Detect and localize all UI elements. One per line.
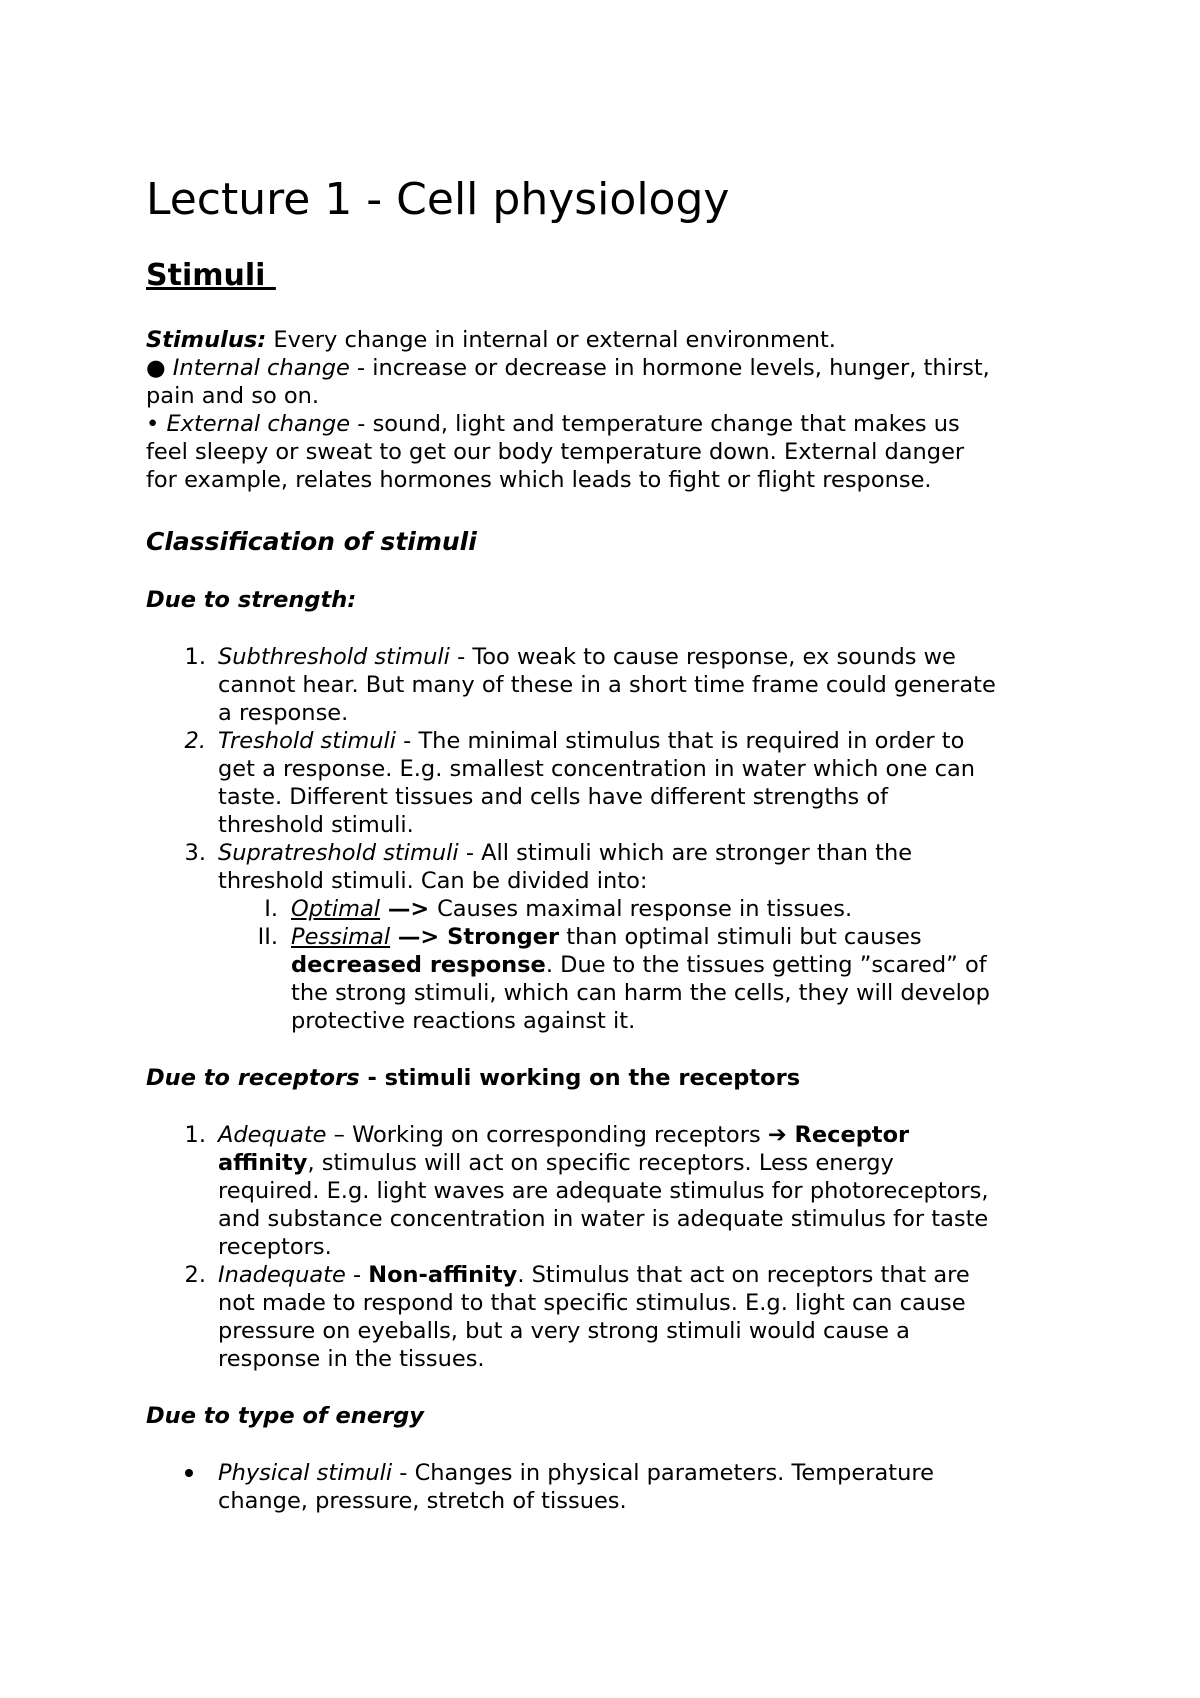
sub-list-item-text: than optimal stimuli but causes <box>559 924 922 950</box>
page-title: Lecture 1 - Cell physiology <box>146 174 730 225</box>
list-item-line: cannot hear. But many of these in a short time frame could generate <box>218 672 996 698</box>
external-change-term: External change <box>166 411 351 437</box>
list-item <box>218 643 956 671</box>
list-item <box>218 727 964 755</box>
roman-number: II. <box>257 924 278 950</box>
list-item-text: - All stimuli which are stronger than the <box>458 840 913 866</box>
bold-text: affinity <box>218 1150 308 1176</box>
list-number: 1. <box>184 1122 206 1148</box>
subthreshold-term: Subthreshold stimuli <box>218 644 450 670</box>
strength-heading <box>146 586 356 614</box>
stimulus-definition <box>146 326 836 354</box>
external-change-bullet <box>146 410 960 438</box>
bullet-text: - sound, light and temperature change that makes us <box>350 411 960 437</box>
sub-list-item-text: Causes maximal response in tissues. <box>437 896 853 922</box>
bullet-text-line: pain and so on. <box>146 383 320 409</box>
bullet-icon: • <box>146 411 160 437</box>
arrow-icon: —> <box>390 924 448 950</box>
bullet-icon: ● <box>146 355 166 381</box>
internal-change-term: Internal change <box>172 355 350 381</box>
list-item-line: and substance concentration in water is adequate stimulus for taste <box>218 1206 989 1232</box>
sub-list-item <box>291 923 922 951</box>
bold-text: Receptor <box>786 1122 910 1148</box>
sub-list-item-line: the strong stimuli, which can harm the cells, they will develop <box>291 980 990 1006</box>
sub-list-item <box>291 895 852 923</box>
list-item <box>218 1121 909 1149</box>
optimal-term: Optimal <box>291 896 381 922</box>
list-item-text: – Working on corresponding receptors <box>326 1122 768 1148</box>
list-item-text: - <box>345 1262 369 1288</box>
list-number: 1. <box>184 644 206 670</box>
list-item-line: receptors. <box>218 1234 332 1260</box>
bullet-text-line: for example, relates hormones which leads to fight or flight response. <box>146 467 932 493</box>
list-item-text: . Stimulus that act on receptors that are <box>517 1262 970 1288</box>
inadequate-term: Inadequate <box>218 1262 346 1288</box>
bullet-text: - increase or decrease in hormone levels, hunger, thirst, <box>349 355 990 381</box>
bullet-text-line: feel sleepy or sweat to get our body temperature down. External danger <box>146 439 965 465</box>
threshold-term: Treshold stimuli <box>218 728 397 754</box>
internal-change-bullet <box>146 354 990 382</box>
list-item-line <box>218 1149 894 1177</box>
adequate-term: Adequate <box>218 1122 327 1148</box>
list-item-line: threshold stimuli. Can be divided into: <box>218 868 648 894</box>
list-number-text: 2. <box>184 728 206 754</box>
suprathreshold-term: Supratreshold stimuli <box>218 840 459 866</box>
list-item-text: - The minimal stimulus that is required in order to <box>396 728 965 754</box>
list-item-line: required. E.g. light waves are adequate stimulus for photoreceptors, <box>218 1178 989 1204</box>
list-item-line: taste. Different tissues and cells have different strengths of <box>218 784 889 810</box>
list-item-text: , stimulus will act on specific receptors. Less energy <box>307 1150 894 1176</box>
roman-number: I. <box>264 896 278 922</box>
bold-text: Stronger <box>447 924 560 950</box>
list-item <box>218 1261 970 1289</box>
list-item-text: - Too weak to cause response, ex sounds we <box>449 644 956 670</box>
arrow-icon: —> <box>380 896 438 922</box>
sub-list-item-text: . Due to the tissues getting ”scared” of <box>545 952 987 978</box>
energy-heading-text: Due to type of energy <box>146 1403 424 1429</box>
bullet-icon <box>185 1469 193 1477</box>
pessimal-term: Pessimal <box>291 924 391 950</box>
list-item-text: - Changes in physical parameters. Temperature <box>392 1460 934 1486</box>
bold-text: decreased response <box>291 952 546 978</box>
list-item-line: response in the tissues. <box>218 1346 485 1372</box>
bold-text: Non-affinity <box>368 1262 518 1288</box>
list-item-line: a response. <box>218 700 349 726</box>
strength-heading-text: Due to strength: <box>146 587 357 613</box>
stimulus-term: Stimulus: <box>146 327 267 353</box>
sub-list-item-line: protective reactions against it. <box>291 1008 636 1034</box>
section-heading-stimuli: Stimuli <box>146 258 276 293</box>
sub-list-item-line <box>291 951 987 979</box>
stimulus-definition-text: Every change in internal or external environment. <box>266 327 836 353</box>
list-item-line: threshold stimuli. <box>218 812 414 838</box>
receptors-heading-rest: - stimuli working on the receptors <box>359 1065 801 1091</box>
list-item-line: change, pressure, stretch of tissues. <box>218 1488 627 1514</box>
receptors-heading-italic: Due to receptors <box>146 1065 360 1091</box>
energy-heading <box>146 1402 424 1430</box>
classification-heading: Classification of stimuli <box>146 527 477 556</box>
list-number: 3. <box>184 840 206 866</box>
list-item-line: not made to respond to that specific stimulus. E.g. light can cause <box>218 1290 966 1316</box>
list-item-line: get a response. E.g. smallest concentration in water which one can <box>218 756 976 782</box>
list-number: 2. <box>184 1262 206 1288</box>
list-number <box>146 727 206 755</box>
arrow-right-icon: ➔ <box>767 1122 787 1148</box>
list-item <box>218 839 912 867</box>
receptors-heading <box>146 1064 800 1092</box>
list-item-line: pressure on eyeballs, but a very strong stimuli would cause a <box>218 1318 910 1344</box>
list-item <box>218 1459 934 1487</box>
physical-stimuli-term: Physical stimuli <box>218 1460 393 1486</box>
